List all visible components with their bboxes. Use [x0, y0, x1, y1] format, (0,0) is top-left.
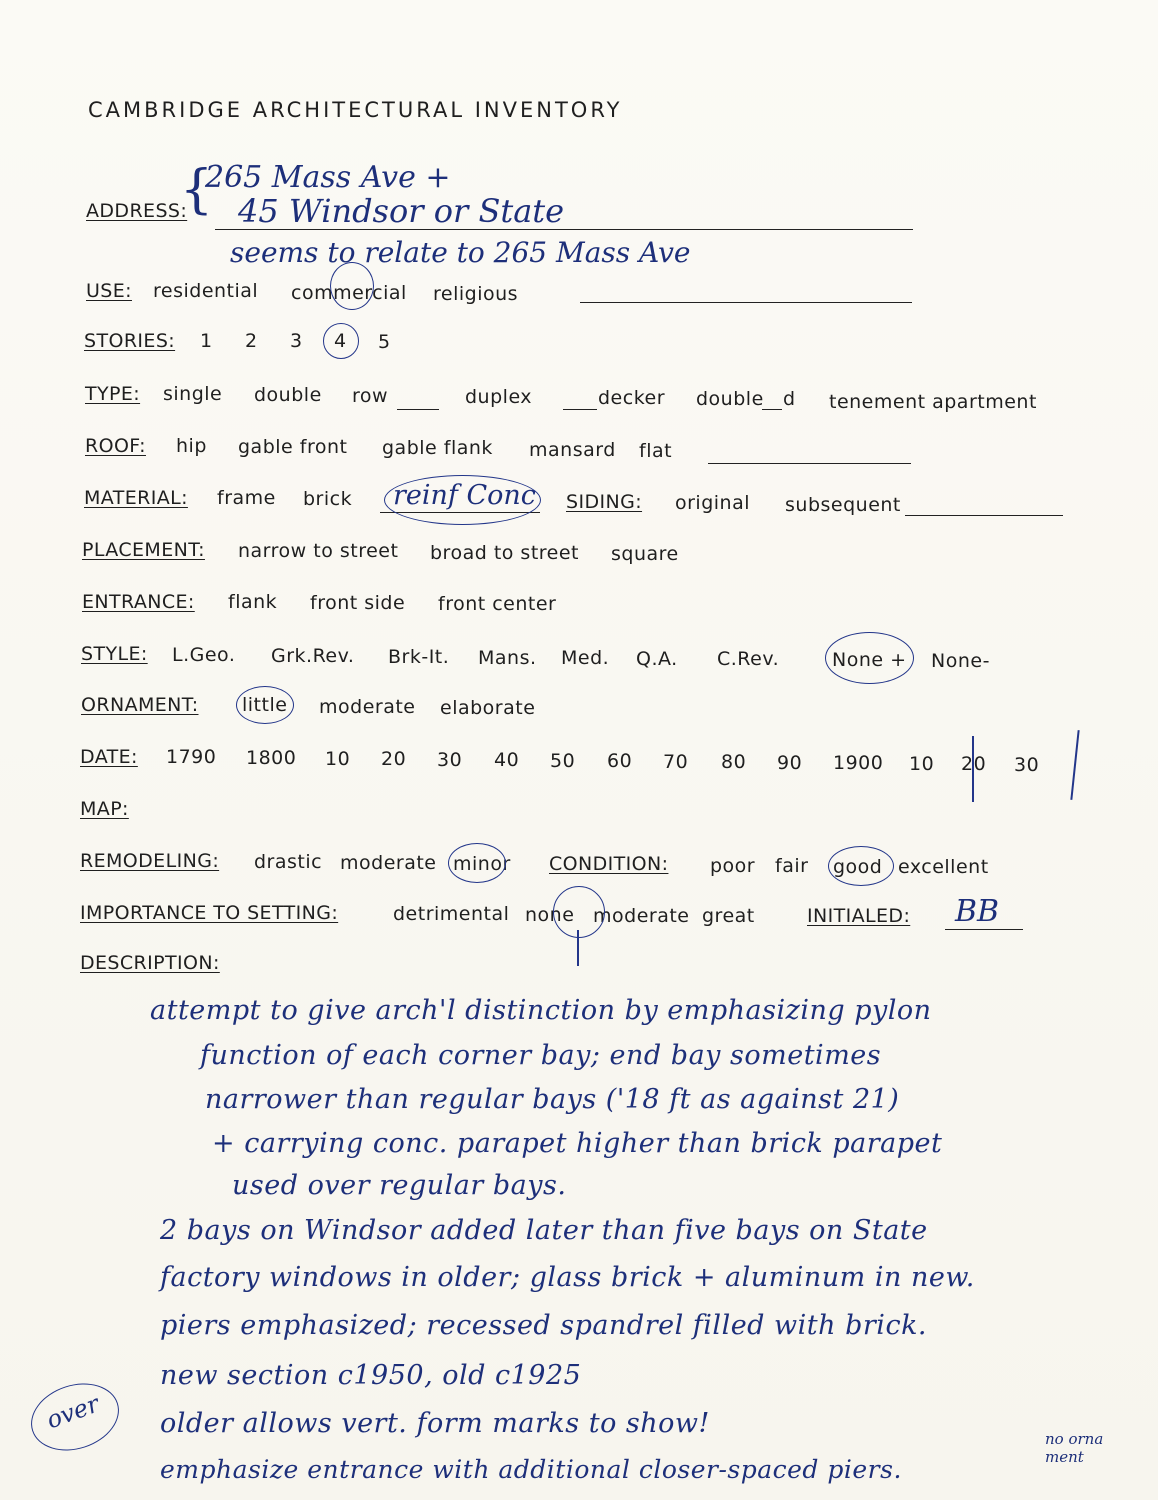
importance-label: IMPORTANCE TO SETTING: [80, 902, 339, 924]
siding-original: original [675, 492, 751, 514]
style-label: STYLE: [81, 643, 148, 665]
ornament-little: little [242, 694, 288, 716]
type-d: d [783, 388, 796, 410]
type-tenement-apartment: tenement apartment [829, 391, 1037, 413]
stories-label: STORIES: [84, 330, 176, 352]
address-underline [215, 229, 913, 230]
description-line-8: piers emphasized; recessed spandrel filled with brick. [160, 1310, 928, 1341]
description-line-2: function of each corner bay; end bay sometimes [200, 1040, 882, 1071]
date-1900: 1900 [833, 752, 884, 774]
siding-subsequent: subsequent [785, 494, 901, 516]
condition-label: CONDITION: [549, 853, 669, 875]
placement-narrow: narrow to street [238, 540, 399, 562]
description-line-3: narrower than regular bays ('18 ft as against 21) [205, 1084, 900, 1115]
style-qa: Q.A. [636, 648, 678, 670]
form-title: CAMBRIDGE ARCHITECTURAL INVENTORY [88, 98, 623, 122]
description-line-7: factory windows in older; glass brick + aluminum in new. [160, 1262, 975, 1293]
style-none-plus: None + [832, 649, 907, 671]
description-line-5: used over regular bays. [232, 1170, 567, 1201]
date-20: 20 [381, 748, 407, 770]
roof-label: ROOF: [85, 435, 146, 457]
date-40: 40 [494, 749, 520, 771]
description-line-6: 2 bays on Windsor added later than five bays on State [160, 1215, 928, 1246]
type-double: double [254, 384, 322, 406]
address-brace: { [180, 160, 214, 220]
address-label: ADDRESS: [86, 200, 188, 222]
use-label: USE: [86, 280, 132, 302]
condition-excellent: excellent [898, 856, 989, 878]
style-mans: Mans. [478, 647, 537, 669]
material-handwritten: reinf Conc [393, 480, 536, 511]
style-brkit: Brk-It. [388, 646, 450, 668]
use-commercial: commercial [291, 282, 407, 304]
description-line-1: attempt to give arch'l distinction by emphasizing pylon [150, 995, 932, 1026]
remodeling-drastic: drastic [254, 851, 323, 873]
description-line-11: emphasize entrance with additional closer-spaced piers. [160, 1455, 902, 1484]
stories-1: 1 [200, 330, 213, 352]
ornament-mark-circle [236, 686, 294, 724]
commercial-mark-circle [330, 262, 374, 310]
date-1920: 20 [961, 753, 987, 775]
date-mark-bracket [1070, 730, 1079, 800]
style-mark-circle [825, 632, 914, 684]
remodeling-moderate: moderate [340, 852, 437, 874]
initialed-label: INITIALED: [807, 905, 911, 927]
date-30: 30 [437, 749, 463, 771]
condition-fair: fair [775, 855, 809, 877]
ornament-label: ORNAMENT: [81, 694, 199, 716]
roof-mansard: mansard [529, 439, 616, 461]
siding-label: SIDING: [566, 491, 643, 513]
roof-gable-front: gable front [238, 436, 348, 458]
condition-good: good [833, 856, 883, 878]
type-double-d: double [696, 388, 764, 410]
use-residential: residential [153, 280, 259, 302]
style-lgeo: L.Geo. [172, 644, 236, 666]
date-1800: 1800 [246, 747, 297, 769]
material-brick: brick [303, 488, 353, 510]
date-mark-tick [972, 736, 974, 802]
placement-label: PLACEMENT: [82, 539, 205, 561]
date-1910: 10 [909, 753, 935, 775]
date-1790: 1790 [166, 746, 217, 768]
stories-2: 2 [245, 330, 258, 352]
address-line-1: 265 Mass Ave + [205, 160, 451, 195]
initialed-line [945, 929, 1023, 930]
stories-mark-circle [323, 323, 359, 359]
date-90: 90 [777, 752, 803, 774]
material-mark-circle [384, 475, 541, 525]
description-line-9: new section c1950, old c1925 [160, 1360, 582, 1391]
ornament-moderate: moderate [319, 696, 416, 718]
initials: BB [955, 894, 1000, 929]
type-label: TYPE: [85, 383, 141, 405]
type-duplex: duplex [465, 386, 533, 408]
roof-flat: flat [639, 440, 673, 462]
entrance-front-side: front side [310, 592, 406, 614]
ornament-elaborate: elaborate [440, 697, 536, 719]
type-row-blank [397, 409, 439, 410]
description-line-10: older allows vert. form marks to show! [160, 1408, 710, 1439]
address-line-2: 45 Windsor or State [238, 192, 565, 230]
material-label: MATERIAL: [84, 487, 188, 509]
style-grkrev: Grk.Rev. [271, 645, 355, 667]
material-frame: frame [217, 487, 276, 509]
over-note: over [42, 1389, 103, 1435]
description-label: DESCRIPTION: [80, 952, 220, 974]
importance-detrimental: detrimental [393, 903, 510, 925]
stories-3: 3 [290, 330, 303, 352]
condition-poor: poor [710, 855, 756, 877]
type-double-d-blank [762, 409, 782, 410]
roof-gable-flank: gable flank [382, 437, 493, 459]
entrance-label: ENTRANCE: [82, 591, 195, 613]
style-crev: C.Rev. [717, 648, 780, 670]
entrance-front-center: front center [438, 593, 557, 615]
address-line-3: seems to relate to 265 Mass Ave [230, 236, 691, 269]
margin-note: no orna ment [1045, 1430, 1104, 1466]
entrance-flank: flank [228, 591, 278, 613]
placement-broad: broad to street [430, 542, 580, 564]
importance-mark-circle [553, 886, 605, 938]
type-decker-blank [563, 409, 597, 410]
roof-hip: hip [176, 435, 207, 457]
date-10: 10 [325, 748, 351, 770]
use-religious: religious [433, 283, 519, 305]
date-80: 80 [721, 751, 747, 773]
remodeling-minor: minor [453, 853, 511, 875]
stories-4: 4 [334, 330, 347, 352]
map-label: MAP: [80, 798, 129, 820]
type-row: row [352, 385, 389, 407]
importance-great: great [702, 905, 755, 927]
description-line-4: + carrying conc. parapet higher than brick parapet [212, 1128, 943, 1159]
remodeling-mark-circle [448, 843, 506, 883]
stories-5: 5 [378, 331, 391, 353]
date-1930: 30 [1014, 754, 1040, 776]
style-med: Med. [561, 647, 610, 669]
condition-mark-circle [828, 846, 894, 886]
remodeling-label: REMODELING: [80, 850, 220, 872]
use-other-line [580, 302, 912, 303]
date-50: 50 [550, 750, 576, 772]
date-60: 60 [607, 750, 633, 772]
type-single: single [163, 383, 223, 405]
roof-other-line [708, 463, 911, 464]
type-decker: decker [598, 387, 666, 409]
date-label: DATE: [80, 746, 138, 768]
siding-other-line [905, 515, 1063, 516]
date-70: 70 [663, 751, 689, 773]
style-none-minus: None- [931, 650, 990, 672]
placement-square: square [611, 543, 679, 565]
importance-none: none [525, 904, 575, 926]
importance-mark-stem [577, 930, 579, 966]
importance-moderate: moderate [593, 905, 690, 927]
